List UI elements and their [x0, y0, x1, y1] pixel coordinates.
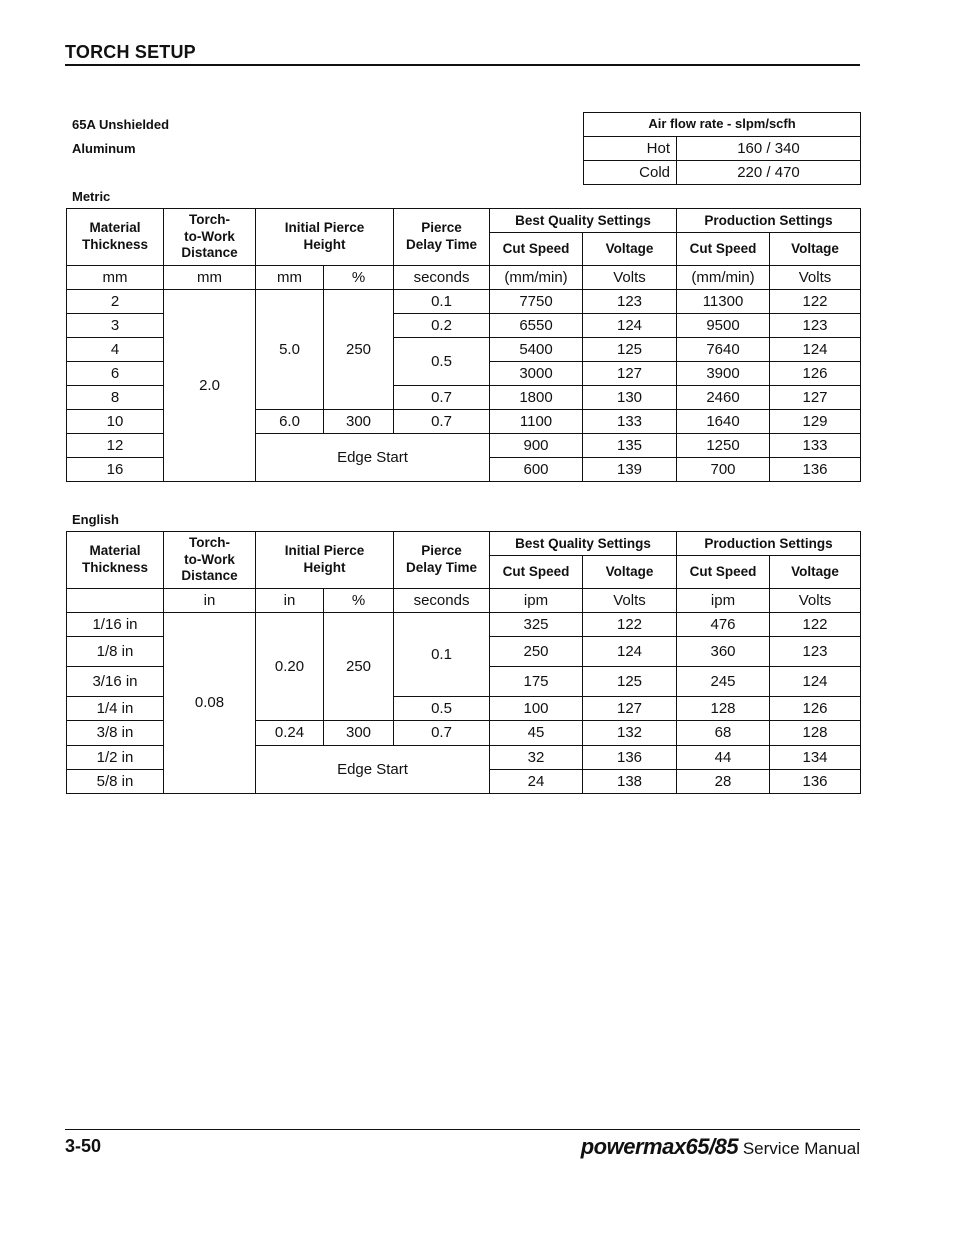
bq-speed-cell: 100 [490, 697, 583, 721]
pierce-height-cell: 0.24 [256, 721, 324, 746]
unit-cell: ipm [490, 589, 583, 613]
bq-volt-cell: 132 [583, 721, 677, 746]
pr-volt-cell: 129 [770, 410, 861, 434]
air-flow-title: Air flow rate - slpm/scfh [584, 113, 861, 137]
unit-cell: (mm/min) [677, 266, 770, 290]
thickness-cell: 8 [67, 386, 164, 410]
pr-speed-cell: 245 [677, 667, 770, 697]
unit-cell: % [324, 266, 394, 290]
pr-volt-cell: 126 [770, 362, 861, 386]
footer-brand [581, 1134, 860, 1160]
bq-speed-cell: 6550 [490, 314, 583, 338]
unit-cell: seconds [394, 589, 490, 613]
pr-volt-cell: 136 [770, 770, 861, 794]
header-best-quality: Best Quality Settings [490, 209, 677, 233]
pr-volt-cell: 126 [770, 697, 861, 721]
table-row [67, 290, 861, 314]
bq-volt-cell: 123 [583, 290, 677, 314]
bq-speed-cell: 5400 [490, 338, 583, 362]
unit-cell: in [164, 589, 256, 613]
pierce-delay-cell: 0.7 [394, 386, 490, 410]
bq-speed-cell: 1100 [490, 410, 583, 434]
unit-cell: seconds [394, 266, 490, 290]
pierce-percent-cell: 250 [324, 290, 394, 410]
pierce-percent-cell: 300 [324, 721, 394, 746]
pierce-height-cell: 5.0 [256, 290, 324, 410]
pr-volt-cell: 133 [770, 434, 861, 458]
pierce-height-cell: 6.0 [256, 410, 324, 434]
pr-speed-cell: 476 [677, 613, 770, 637]
bq-volt-cell: 127 [583, 362, 677, 386]
pr-volt-cell: 123 [770, 314, 861, 338]
pr-volt-cell: 124 [770, 667, 861, 697]
header-bq-cut-speed: Cut Speed [490, 556, 583, 589]
bq-volt-cell: 122 [583, 613, 677, 637]
pr-speed-cell: 44 [677, 746, 770, 770]
header-bq-cut-speed: Cut Speed [490, 233, 583, 266]
thickness-cell: 3 [67, 314, 164, 338]
thickness-cell: 12 [67, 434, 164, 458]
header-production: Production Settings [677, 209, 861, 233]
air-flow-table [583, 112, 861, 185]
header-pierce-delay: Pierce Delay Time [394, 209, 490, 266]
thickness-cell: 3/8 in [67, 721, 164, 746]
pr-volt-cell: 122 [770, 290, 861, 314]
thickness-cell: 6 [67, 362, 164, 386]
thickness-cell: 1/2 in [67, 746, 164, 770]
metric-cut-chart [66, 208, 861, 482]
header-material-thickness: Material Thickness [67, 209, 164, 266]
bq-speed-cell: 24 [490, 770, 583, 794]
header-pr-cut-speed: Cut Speed [677, 233, 770, 266]
bq-volt-cell: 124 [583, 637, 677, 667]
manual-title: Service Manual [738, 1139, 860, 1158]
bq-volt-cell: 124 [583, 314, 677, 338]
thickness-cell: 4 [67, 338, 164, 362]
pierce-delay-cell: 0.5 [394, 338, 490, 386]
thickness-cell: 10 [67, 410, 164, 434]
header-pr-cut-speed: Cut Speed [677, 556, 770, 589]
bq-speed-cell: 32 [490, 746, 583, 770]
footer-rule [65, 1129, 860, 1130]
bq-volt-cell: 127 [583, 697, 677, 721]
english-label: English [72, 512, 119, 527]
edge-start-cell: Edge Start [256, 434, 490, 482]
pr-speed-cell: 128 [677, 697, 770, 721]
english-cut-chart [66, 531, 861, 794]
bq-speed-cell: 325 [490, 613, 583, 637]
bq-speed-cell: 175 [490, 667, 583, 697]
thickness-cell: 1/4 in [67, 697, 164, 721]
thickness-cell: 1/16 in [67, 613, 164, 637]
thickness-cell: 5/8 in [67, 770, 164, 794]
unit-cell: ipm [677, 589, 770, 613]
header-production: Production Settings [677, 532, 861, 556]
pr-volt-cell: 127 [770, 386, 861, 410]
air-flow-hot-label: Hot [584, 137, 677, 161]
pr-speed-cell: 9500 [677, 314, 770, 338]
pr-speed-cell: 3900 [677, 362, 770, 386]
unit-cell: % [324, 589, 394, 613]
units-row [67, 589, 861, 613]
pierce-delay-cell: 0.5 [394, 697, 490, 721]
pr-speed-cell: 11300 [677, 290, 770, 314]
header-bq-voltage: Voltage [583, 233, 677, 266]
bq-volt-cell: 125 [583, 338, 677, 362]
bq-volt-cell: 133 [583, 410, 677, 434]
pr-speed-cell: 360 [677, 637, 770, 667]
units-row [67, 266, 861, 290]
bq-volt-cell: 138 [583, 770, 677, 794]
bq-volt-cell: 136 [583, 746, 677, 770]
pr-volt-cell: 136 [770, 458, 861, 482]
bq-speed-cell: 3000 [490, 362, 583, 386]
air-flow-cold-label: Cold [584, 161, 677, 185]
pierce-delay-cell: 0.7 [394, 721, 490, 746]
air-flow-hot-value: 160 / 340 [677, 137, 861, 161]
bq-volt-cell: 125 [583, 667, 677, 697]
unit-cell: Volts [583, 266, 677, 290]
header-bq-voltage: Voltage [583, 556, 677, 589]
header-torch-distance: Torch- to-Work Distance [164, 532, 256, 589]
section-title: TORCH SETUP [65, 42, 196, 62]
table-row [67, 613, 861, 637]
pierce-height-cell: 0.20 [256, 613, 324, 721]
pr-speed-cell: 68 [677, 721, 770, 746]
header-best-quality: Best Quality Settings [490, 532, 677, 556]
pr-speed-cell: 28 [677, 770, 770, 794]
pr-volt-cell: 122 [770, 613, 861, 637]
pierce-delay-cell: 0.1 [394, 290, 490, 314]
air-flow-cold-value: 220 / 470 [677, 161, 861, 185]
pr-speed-cell: 1640 [677, 410, 770, 434]
product-logo: powermax65/85 [580, 1134, 739, 1159]
header-rule [65, 64, 860, 66]
unit-cell: in [256, 589, 324, 613]
bq-speed-cell: 900 [490, 434, 583, 458]
unit-cell: Volts [583, 589, 677, 613]
pr-speed-cell: 2460 [677, 386, 770, 410]
torch-distance-cell: 0.08 [164, 613, 256, 794]
torch-distance-cell: 2.0 [164, 290, 256, 482]
pr-speed-cell: 700 [677, 458, 770, 482]
thickness-cell: 1/8 in [67, 637, 164, 667]
material-label: Aluminum [72, 141, 136, 156]
pierce-delay-cell: 0.2 [394, 314, 490, 338]
bq-speed-cell: 1800 [490, 386, 583, 410]
pr-volt-cell: 128 [770, 721, 861, 746]
pr-speed-cell: 1250 [677, 434, 770, 458]
bq-speed-cell: 600 [490, 458, 583, 482]
pierce-percent-cell: 250 [324, 613, 394, 721]
thickness-cell: 3/16 in [67, 667, 164, 697]
unit-cell: mm [164, 266, 256, 290]
page-number: 3-50 [65, 1136, 102, 1156]
header-pr-voltage: Voltage [770, 233, 861, 266]
header-material-thickness: Material Thickness [67, 532, 164, 589]
pr-volt-cell: 123 [770, 637, 861, 667]
pr-volt-cell: 134 [770, 746, 861, 770]
process-label: 65A Unshielded [72, 117, 170, 132]
unit-cell: mm [67, 266, 164, 290]
bq-speed-cell: 250 [490, 637, 583, 667]
pierce-delay-cell: 0.7 [394, 410, 490, 434]
metric-label: Metric [72, 189, 111, 204]
header-pr-voltage: Voltage [770, 556, 861, 589]
unit-cell: Volts [770, 589, 861, 613]
pr-volt-cell: 124 [770, 338, 861, 362]
bq-speed-cell: 45 [490, 721, 583, 746]
thickness-cell: 16 [67, 458, 164, 482]
thickness-cell: 2 [67, 290, 164, 314]
unit-cell: Volts [770, 266, 861, 290]
pr-speed-cell: 7640 [677, 338, 770, 362]
header-torch-distance: Torch- to-Work Distance [164, 209, 256, 266]
bq-volt-cell: 139 [583, 458, 677, 482]
unit-cell: mm [256, 266, 324, 290]
bq-volt-cell: 135 [583, 434, 677, 458]
pierce-delay-cell: 0.1 [394, 613, 490, 697]
unit-cell [67, 589, 164, 613]
bq-speed-cell: 7750 [490, 290, 583, 314]
pierce-percent-cell: 300 [324, 410, 394, 434]
bq-volt-cell: 130 [583, 386, 677, 410]
edge-start-cell: Edge Start [256, 746, 490, 794]
header-pierce-delay: Pierce Delay Time [394, 532, 490, 589]
unit-cell: (mm/min) [490, 266, 583, 290]
header-initial-pierce-height: Initial Pierce Height [256, 209, 394, 266]
header-initial-pierce-height: Initial Pierce Height [256, 532, 394, 589]
